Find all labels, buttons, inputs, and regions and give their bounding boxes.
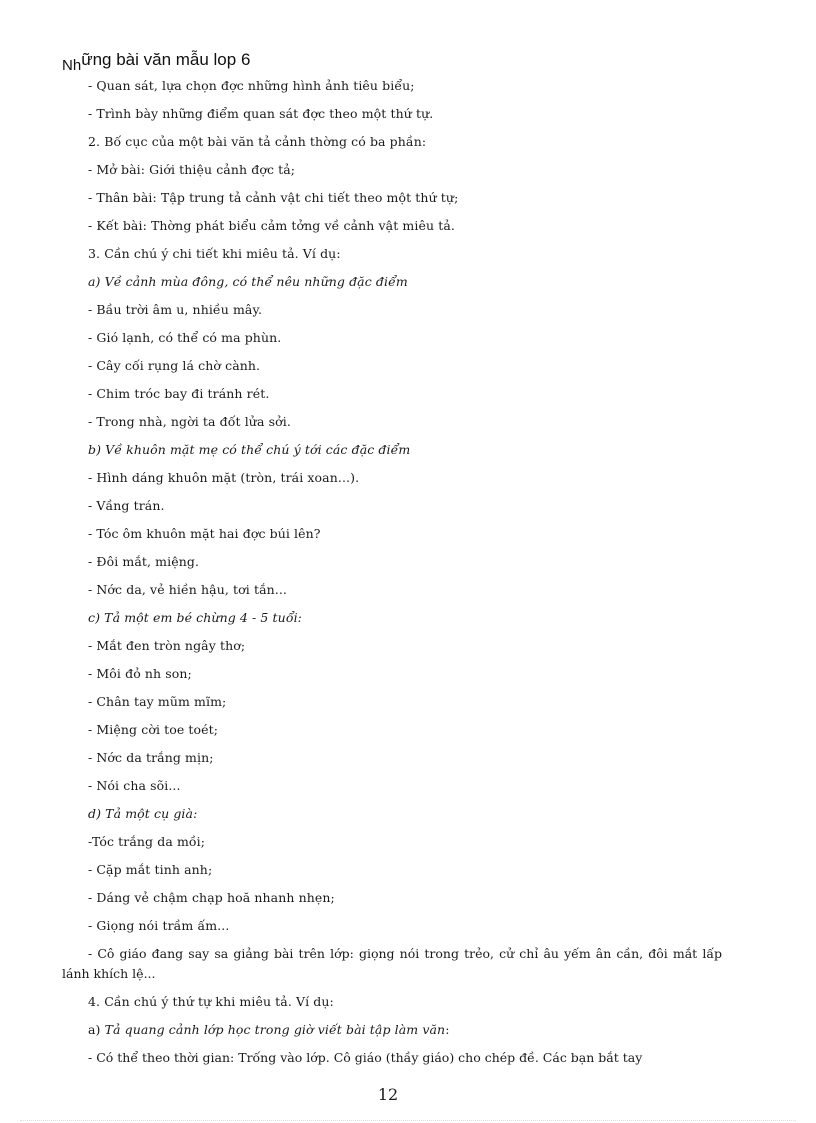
document-body: [62, 76, 722, 1072]
text-line: - Chân tay mũm mĩm;: [88, 694, 227, 709]
page-number: 12: [377, 1085, 399, 1104]
text-line: - Gió lạnh, có thể có ma phùn.: [88, 330, 282, 345]
section-4-heading: 4. Cần chú ý thứ tự khi miêu tả. Ví dụ:: [88, 994, 334, 1009]
text-line: - Vầng trán.: [88, 498, 165, 513]
text-lines: [62, 76, 722, 944]
text-line: - Môi đỏ nh son;: [88, 666, 192, 681]
subsection-a-suffix: :: [445, 1022, 450, 1037]
subsection-a: [62, 1020, 722, 1048]
text-line: - Hình dáng khuôn mặt (tròn, trái xoan...).: [88, 470, 360, 485]
subsection-heading: c) Tả một em bé chừng 4 - 5 tuổi:: [88, 610, 302, 625]
text-line: - Giọng nói trầm ấm...: [88, 918, 230, 933]
text-line: - Chim tróc bay đi tránh rét.: [88, 386, 270, 401]
text-line: - Trong nhà, ngời ta đốt lửa sởi.: [88, 414, 291, 429]
text-line: - Đôi mắt, miệng.: [88, 554, 200, 569]
paragraph-teacher: - Cô giáo đang say sa giảng bài trên lớp: giọng nói trong trẻo, cử chỉ âu yếm ân cần, đôi mắt lấp lánh khích lệ...: [62, 946, 722, 981]
text-line: 3. Cần chú ý chi tiết khi miêu tả. Ví dụ:: [88, 246, 341, 261]
subsection-heading: b) Về khuôn mặt mẹ có thể chú ý tới các đặc điểm: [88, 442, 411, 457]
text-line: - Bầu trời âm u, nhiều mây.: [88, 302, 263, 317]
text-line: -Tóc trắng da mồi;: [88, 834, 206, 849]
subsection-heading: d) Tả một cụ già:: [88, 806, 198, 821]
text-line: - Mở bài: Giới thiệu cảnh đợc tả;: [88, 162, 296, 177]
text-line: - Nói cha sõi...: [88, 778, 181, 793]
subsection-heading: a) Về cảnh mùa đông, có thể nêu những đặc điểm: [88, 274, 408, 289]
header-title: ững bài văn mẫu lop 6: [81, 50, 251, 69]
text-line: - Trình bày những điểm quan sát đợc theo một thứ tự.: [88, 106, 434, 121]
text-line: - Mắt đen tròn ngây thơ;: [88, 638, 246, 653]
text-line: - Miệng cời toe toét;: [88, 722, 219, 737]
subsection-a-prefix: a): [88, 1022, 105, 1037]
text-line: - Nớc da, vẻ hiền hậu, tơi tắn...: [88, 582, 287, 597]
text-line: - Cặp mắt tinh anh;: [88, 862, 213, 877]
last-line: - Có thể theo thời gian: Trống vào lớp. Cô giáo (thầy giáo) cho chép đề. Các bạn bắt tay: [88, 1050, 643, 1065]
header-prefix: Nh: [62, 57, 82, 74]
text-line: - Kết bài: Thờng phát biểu cảm tởng về cảnh vật miêu tả.: [88, 218, 455, 233]
subsection-a-title: Tả quang cảnh lớp học trong giờ viết bài tập làm văn: [104, 1022, 446, 1037]
text-line: 2. Bố cục của một bài văn tả cảnh thờng có ba phần:: [88, 134, 427, 149]
text-line: - Thân bài: Tập trung tả cảnh vật chi tiết theo một thứ tự;: [88, 190, 459, 205]
text-line: - Nớc da trắng mịn;: [88, 750, 214, 765]
text-line: - Cây cối rụng lá chờ cành.: [88, 358, 261, 373]
text-line: - Tóc ôm khuôn mặt hai đợc búi lên?: [88, 526, 321, 541]
text-line: - Dáng vẻ chậm chạp hoă nhanh nhẹn;: [88, 890, 335, 905]
document-header: [62, 50, 251, 74]
footer-divider: [20, 1120, 796, 1121]
text-line: - Quan sát, lựa chọn đợc những hình ảnh tiêu biểu;: [88, 78, 415, 93]
